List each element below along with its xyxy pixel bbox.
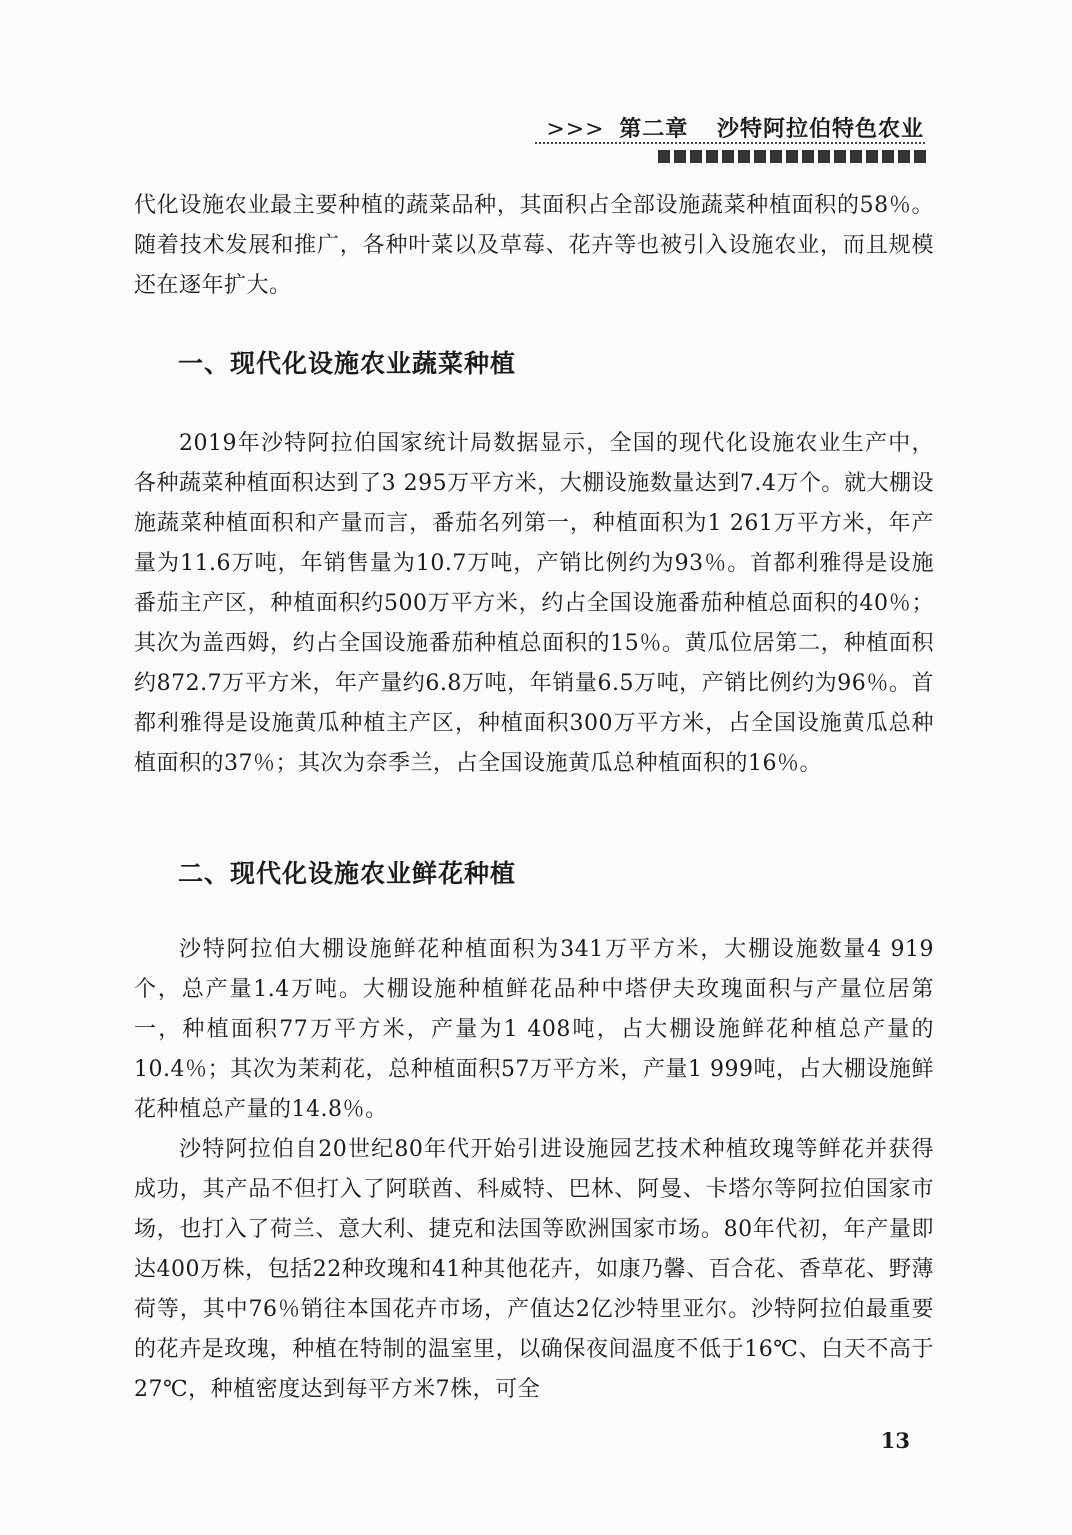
intro-paragraph: 代化设施农业最主要种植的蔬菜品种，其面积占全部设施蔬菜种植面积的58％。随着技术发展和推广，各种叶菜以及草莓、花卉等也被引入设施农业，而且规模还在逐年扩大。 <box>134 193 934 298</box>
page-header <box>0 0 1072 170</box>
chapter-label: 第二章 <box>619 117 689 142</box>
page-body <box>134 186 934 1402</box>
header-block-rule <box>658 150 926 163</box>
running-header <box>546 112 924 143</box>
header-arrows: >>> <box>546 117 605 142</box>
flowers-section-body <box>134 930 934 1410</box>
section-heading-flowers: 二、现代化设施农业鲜花种植 <box>178 859 517 888</box>
flowers-paragraph-1: 沙特阿拉伯大棚设施鲜花种植面积为341万平方米，大棚设施数量4 919个，总产量1.4万吨。大棚设施种植鲜花品种中塔伊夫玫瑰面积与产量位居第一，种植面积77万平方米，产量为1 408吨，占大棚设施鲜花种植总产量的10.4％；其次为茉莉花，总种植面积57万平方米，产量1 999吨，占大棚设施鲜花种植总产量的14.8％。 <box>134 937 934 1122</box>
chapter-title: 沙特阿拉伯特色农业 <box>716 117 924 142</box>
vegetables-paragraph: 2019年沙特阿拉伯国家统计局数据显示，全国的现代化设施农业生产中，各种蔬菜种植面积达到了3 295万平方米，大棚设施数量达到7.4万个。就大棚设施蔬菜种植面积和产量而言，番茄名列第一，种植面积为1 261万平方米，年产量为11.6万吨，年销售量为10.7万吨，产销比例约为93％。首都利雅得是设施番茄主产区，种植面积约500万平方米，约占全国设施番茄种植总面积的40％；其次为盖西姆，约占全国设施番茄种植总面积的15％。黄瓜位居第二，种植面积约872.7万平方米，年产量约6.8万吨，年销量6.5万吨，产销比例约为96％。首都利雅得是设施黄瓜种植主产区，种植面积300万平方米，占全国设施黄瓜总种植面积的37％；其次为奈季兰，占全国设施黄瓜总种植面积的16％。 <box>134 431 934 776</box>
header-dotted-rule <box>535 142 925 144</box>
section-heading-vegetables: 一、现代化设施农业蔬菜种植 <box>178 349 517 378</box>
page-number: 13 <box>880 1428 910 1453</box>
flowers-paragraph-2: 沙特阿拉伯自20世纪80年代开始引进设施园艺技术种植玫瑰等鲜花并获得成功，其产品不但打入了阿联酋、科威特、巴林、阿曼、卡塔尔等阿拉伯国家市场，也打入了荷兰、意大利、捷克和法国等欧洲国家市场。80年代初，年产量即达400万株，包括22种玫瑰和41种其他花卉，如康乃馨、百合花、香草花、野薄荷等，其中76％销往本国花卉市场，产值达2亿沙特里亚尔。沙特阿拉伯最重要的花卉是玫瑰，种植在特制的温室里，以确保夜间温度不低于16℃、白天不高于27℃，种植密度达到每平方米7株，可全 <box>134 1137 934 1402</box>
